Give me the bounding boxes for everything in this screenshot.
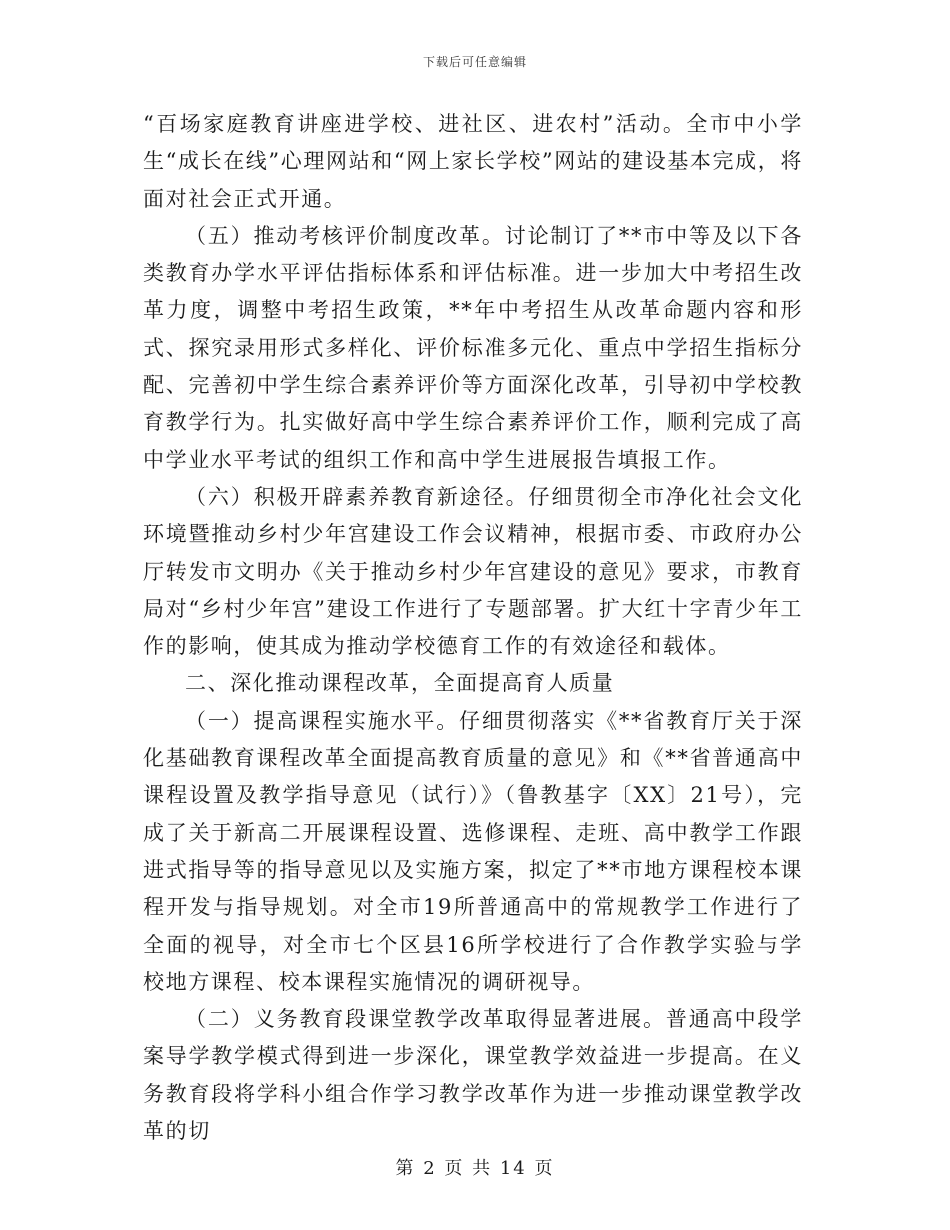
paragraph-2: （五）推动考核评价制度改革。讨论制订了**市中等及以下各类教育办学水平评估指标体系和评估标准。进一步加大中考招生改革力度，调整中考招生政策，**年中考招生从改革命题内容和形式、探究录用形式多样化、评价标准多元化、重点中学招生指标分配、完善初中学生综合素养评价等方面深化改革，引导初中学校教育教学行为。扎实做好高中学生综合素养评价工作，顺利完成了高中学业水平考试的组织工作和高中学生进展报告填报工作。 <box>143 223 803 472</box>
page-number: 第 2 页 共 14 页 <box>395 1158 555 1179</box>
paragraph-1: “百场家庭教育讲座进学校、进社区、进农村”活动。全市中小学生“成长在线”心理网站和“网上家长学校”网站的建设基本完成，将面对社会正式开通。 <box>143 112 803 211</box>
paragraph-3: （六）积极开辟素养教育新途径。仔细贯彻全市净化社会文化环境暨推动乡村少年宫建设工作会议精神，根据市委、市政府办公厅转发市文明办《关于推动乡村少年宫建设的意见》要求，市教育局对“乡村少年宫”建设工作进行了专题部署。扩大红十字青少年工作的影响，使其成为推动学校德育工作的有效途径和载体。 <box>143 484 803 659</box>
paragraph-5: （二）义务教育段课堂教学改革取得显著进展。普通高中段学案导学教学模式得到进一步深化，课堂教学效益进一步提高。在义务教育段将学科小组合作学习教学改革作为进一步推动课堂教学改革的切 <box>143 1007 803 1144</box>
section-heading: 二、深化推动课程改革，全面提高育人质量 <box>185 671 615 696</box>
page-header: 下载后可任意编辑 <box>422 55 527 69</box>
document-body <box>143 106 803 1150</box>
paragraph-4: （一）提高课程实施水平。仔细贯彻落实《**省教育厅关于深化基础教育课程改革全面提高教育质量的意见》和《**省普通高中课程设置及教学指导意见（试行）》（鲁教基字〔XX〕21号），完成了关于新高二开展课程设置、选修课程、走班、高中教学工作跟进式指导等的指导意见以及实施方案，拟定了**市地方课程校本课程开发与指导规划。对全市19所普通高中的常规教学工作进行了全面的视导，对全市七个区县16所学校进行了合作教学实验与学校地方课程、校本课程实施情况的调研视导。 <box>143 708 803 994</box>
